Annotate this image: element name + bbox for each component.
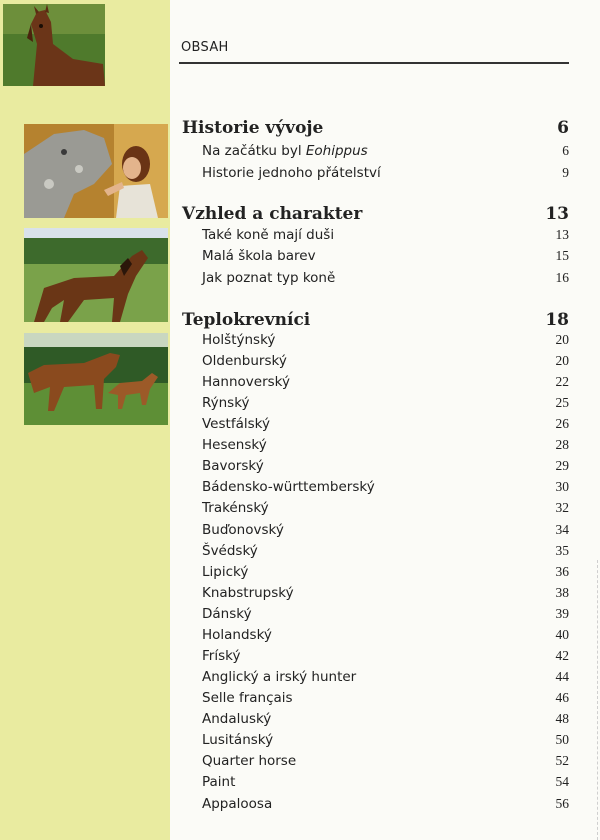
toc-entry-text: Paint [202,774,236,790]
toc-entry[interactable] [182,270,569,286]
toc-entry-label [202,227,334,243]
toc-entry-label [202,522,284,538]
toc-entry-page-number: 20 [555,332,569,347]
toc-entry-label [202,248,316,264]
toc-entry[interactable] [182,165,569,181]
toc-entry[interactable] [182,774,569,790]
toc-entry[interactable] [182,753,569,769]
toc-entry-text: Také koně mají duši [202,227,335,243]
toc-entry-page-number: 25 [555,395,569,410]
toc-entry[interactable] [182,732,569,748]
toc-entry-label [202,500,269,516]
toc-entry-page-number: 54 [555,774,569,789]
toc-entry[interactable] [182,543,569,559]
header-divider [179,62,569,64]
toc-entry-page-number: 28 [555,437,569,452]
toc-entry-page-number: 48 [555,711,569,726]
toc-entry-label [202,143,368,159]
toc-section-title: Historie vývoje [182,118,324,138]
toc-entry-text: Bádensko-württemberský [202,479,375,495]
toc-entry-page-number: 35 [555,543,569,558]
toc-entry-label [202,332,275,348]
toc-entry-page-number: 29 [555,458,569,473]
toc-entry[interactable] [182,796,569,812]
toc-entry-text: Buďonovský [202,522,284,538]
toc-section-heading[interactable] [182,118,569,138]
toc-entry-label [202,543,258,559]
toc-entry-page-number: 34 [555,522,569,537]
toc-entry-page-number: 56 [555,796,569,811]
toc-entry-text: Na začátku byl [202,143,306,159]
toc-entry[interactable] [182,227,569,243]
toc-section-title: Vzhled a charakter [182,204,363,224]
toc-entry-label [202,627,272,643]
toc-entry-page-number: 13 [555,227,569,242]
toc-entry-page-number: 22 [555,374,569,389]
toc-entry-text: Anglický a irský hunter [202,669,357,685]
toc-entry-text: Dánský [202,606,252,622]
toc-entry-page-number: 30 [555,479,569,494]
toc-entry-page-number: 26 [555,416,569,431]
toc-entry-page-number: 20 [555,353,569,368]
toc-entry-label [202,711,271,727]
toc-entry-label [202,648,240,664]
toc-entry-label [202,479,375,495]
toc-entry-label [202,437,267,453]
toc-section-heading[interactable] [182,204,569,224]
toc-entry-page-number: 38 [555,585,569,600]
toc-entry-page-number: 42 [555,648,569,663]
toc-entry[interactable] [182,500,569,516]
toc-entry-text: Vestfálský [202,416,270,432]
toc-entry-label [202,690,293,706]
toc-entry[interactable] [182,353,569,369]
toc-entry-text: Jak poznat typ koně [202,270,336,286]
toc-entry-text: Selle français [202,690,293,706]
toc-section-page-number: 13 [545,204,569,224]
page-edge-marks [594,560,598,840]
toc-entry-label [202,165,381,181]
toc-entry-text: Quarter horse [202,753,297,769]
toc-entry-text: Hannoverský [202,374,291,390]
toc-entry-page-number: 6 [562,143,569,158]
toc-section-title: Teplokrevníci [182,310,311,330]
toc-entry-label [202,374,290,390]
toc-entry[interactable] [182,585,569,601]
toc-entry[interactable] [182,143,569,159]
toc-entry-page-number: 16 [555,270,569,285]
toc-entry-page-number: 44 [555,669,569,684]
toc-entry-text: Holandský [202,627,272,643]
toc-entry-page-number: 15 [555,248,569,263]
toc-entry[interactable] [182,479,569,495]
toc-entry[interactable] [182,627,569,643]
toc-entry[interactable] [182,690,569,706]
toc-entry[interactable] [182,606,569,622]
toc-entry-page-number: 32 [555,500,569,515]
toc-entry[interactable] [182,416,569,432]
toc-entry-page-number: 40 [555,627,569,642]
toc-entry-text: Lipický [202,564,249,580]
galloping-horse-photo-icon [24,228,168,322]
toc-entry-page-number: 50 [555,732,569,747]
toc-entry-page-number: 9 [562,165,569,180]
toc-entry[interactable] [182,648,569,664]
toc-entry-text: Hesenský [202,437,267,453]
toc-entry-italic-text: Eohippus [305,143,368,159]
page-header-label: OBSAH [181,40,229,55]
toc-entry-text: Fríský [202,648,241,664]
toc-entry-text: Holštýnský [202,332,276,348]
toc-entry-label [202,585,294,601]
toc-entry[interactable] [182,711,569,727]
toc-entry-label [202,753,296,769]
toc-entry[interactable] [182,374,569,390]
toc-entry[interactable] [182,669,569,685]
toc-entry-text: Appaloosa [202,796,273,812]
toc-entry-text: Malá škola barev [202,248,316,264]
toc-entry-label [202,796,272,812]
toc-entry-page-number: 52 [555,753,569,768]
toc-entry-label [202,774,235,790]
toc-entry[interactable] [182,522,569,538]
toc-section-page-number: 18 [545,310,569,330]
toc-entry[interactable] [182,564,569,580]
mare-and-foal-photo-icon [24,333,168,425]
toc-entry-text: Historie jednoho přátelství [202,165,381,181]
toc-entry-page-number: 36 [555,564,569,579]
toc-entry-text: Švédský [202,543,258,559]
toc-entry-page-number: 39 [555,606,569,621]
toc-entry-text: Bavorský [202,458,264,474]
toc-section-heading[interactable] [182,310,569,330]
toc-entry-label [202,458,264,474]
toc-entry-label [202,270,335,286]
toc-entry-label [202,395,250,411]
toc-entry-label [202,416,270,432]
toc-entry-text: Lusitánský [202,732,274,748]
toc-entry[interactable] [182,437,569,453]
horse-head-photo-icon [3,4,105,86]
toc-entry-label [202,732,273,748]
toc-entry-text: Rýnský [202,395,250,411]
toc-entry-text: Knabstrupský [202,585,294,601]
toc-entry[interactable] [182,395,569,411]
toc-entry[interactable] [182,458,569,474]
toc-entry-text: Trakénský [202,500,269,516]
toc-entry[interactable] [182,248,569,264]
toc-entry-label [202,606,252,622]
toc-entry-label [202,669,356,685]
toc-entry[interactable] [182,332,569,348]
toc-entry-text: Andaluský [202,711,272,727]
girl-with-horse-photo-icon [24,124,168,218]
toc-entry-label [202,353,287,369]
toc-section-page-number: 6 [557,118,569,138]
toc-entry-label [202,564,248,580]
toc-entry-page-number: 46 [555,690,569,705]
toc-entry-text: Oldenburský [202,353,287,369]
